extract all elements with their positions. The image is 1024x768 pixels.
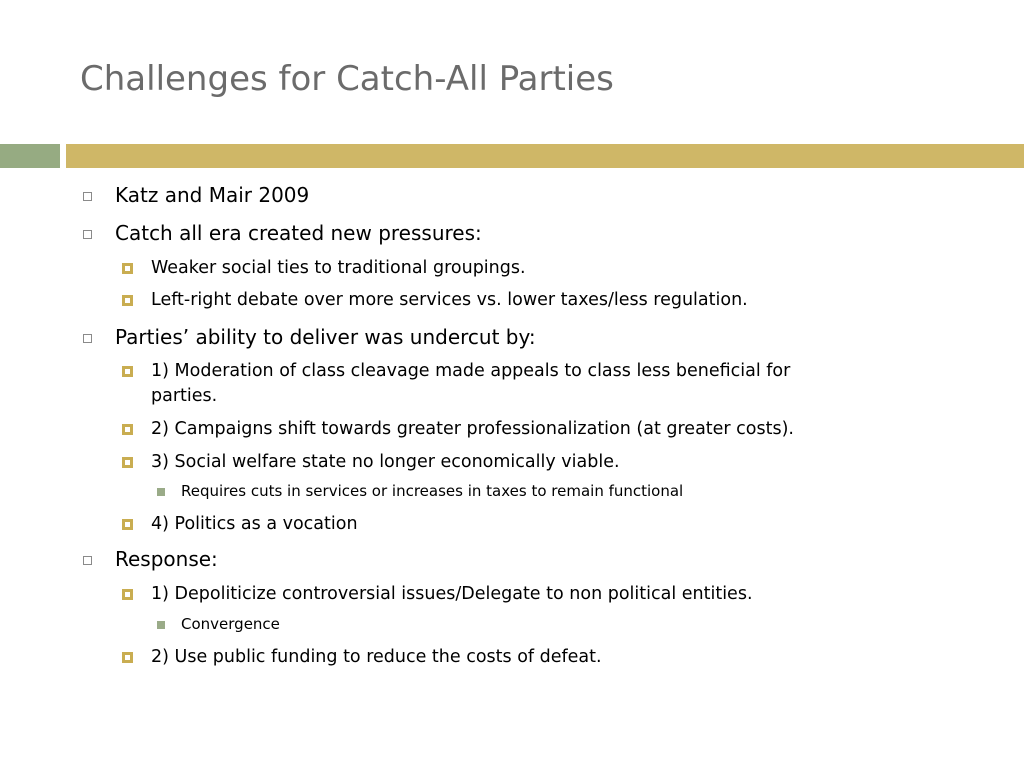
- filled-square-bullet-icon: [122, 589, 133, 600]
- bullet-subitem: Weaker social ties to traditional groupings.: [151, 258, 526, 278]
- filled-square-bullet-icon: [122, 263, 133, 274]
- hollow-square-bullet-icon: [83, 192, 92, 201]
- hollow-square-bullet-icon: [83, 230, 92, 239]
- bullet-item: Response:: [115, 547, 218, 571]
- slide-title: Challenges for Catch-All Parties: [80, 59, 614, 99]
- hollow-square-bullet-icon: [83, 334, 92, 343]
- small-square-bullet-icon: [157, 621, 165, 629]
- bullet-subitem: 1) Moderation of class cleavage made appeals to class less beneficial for: [151, 361, 791, 381]
- filled-square-bullet-icon: [122, 295, 133, 306]
- bullet-subitem: 2) Campaigns shift towards greater professionalization (at greater costs).: [151, 419, 794, 439]
- filled-square-bullet-icon: [122, 366, 133, 377]
- filled-square-bullet-icon: [122, 519, 133, 530]
- bullet-subitem: Left-right debate over more services vs. lower taxes/less regulation.: [151, 290, 748, 310]
- filled-square-bullet-icon: [122, 652, 133, 663]
- hollow-square-bullet-icon: [83, 556, 92, 565]
- bullet-item: Katz and Mair 2009: [115, 183, 310, 207]
- filled-square-bullet-icon: [122, 457, 133, 468]
- bullet-subitem-continuation: parties.: [151, 386, 218, 406]
- bullet-item: Parties’ ability to deliver was undercut by:: [115, 325, 536, 349]
- bullet-subitem: 4) Politics as a vocation: [151, 514, 358, 534]
- bullet-subitem: 1) Depoliticize controversial issues/Delegate to non political entities.: [151, 584, 753, 604]
- small-square-bullet-icon: [157, 488, 165, 496]
- bullet-item: Catch all era created new pressures:: [115, 221, 482, 245]
- bullet-subitem: 3) Social welfare state no longer economically viable.: [151, 452, 620, 472]
- bullet-subsubitem: Convergence: [181, 615, 280, 633]
- bullet-subsubitem: Requires cuts in services or increases in taxes to remain functional: [181, 482, 684, 500]
- bullet-subitem: 2) Use public funding to reduce the costs of defeat.: [151, 647, 602, 667]
- filled-square-bullet-icon: [122, 424, 133, 435]
